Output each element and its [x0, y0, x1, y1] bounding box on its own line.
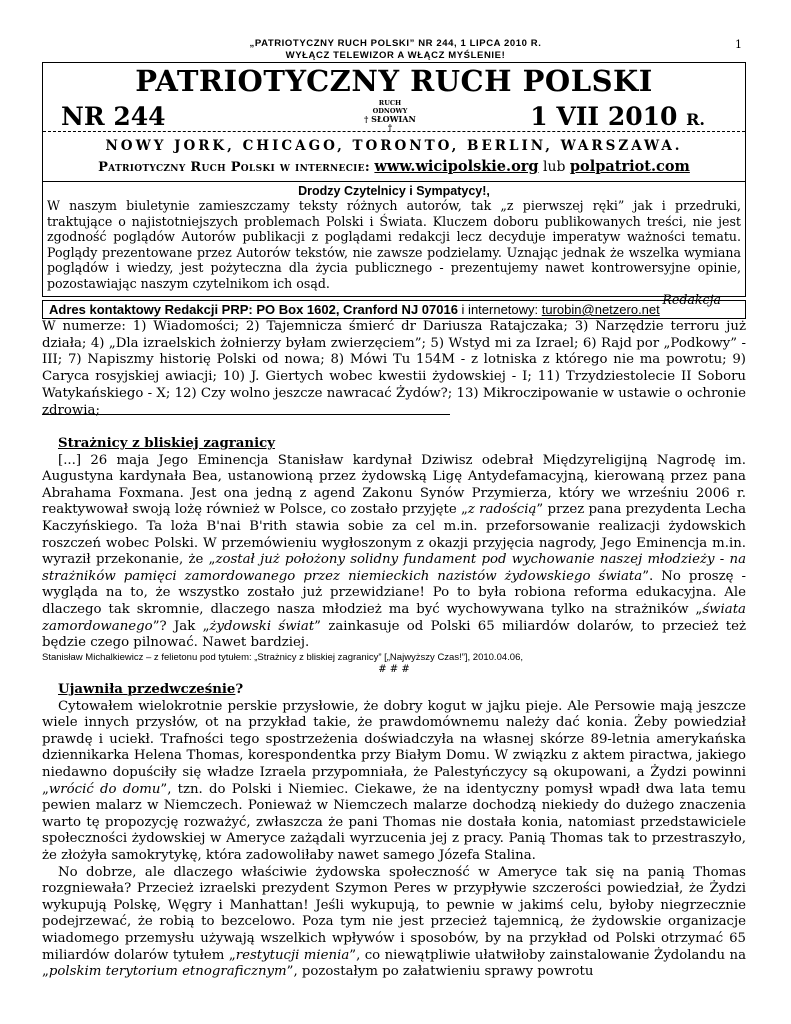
issue-date [530, 102, 705, 131]
article-paragraph: Cytowałem wielokrotnie perskie przysłowie, że dobry kogut w jajku pieje. Ale Persowie mają jeszcze wiele innych przysłów, ot na przykład takie, że prawdomównemu należy dać konia. Żeby powiedział prawdę i uciekł. Trafności tego spostrzeżenia doświadczyła na własnej skórze 89-letnia amerykańska dziennikarka Helena Thomas, korespondentka przy Białym Domu. W związku z aktem piractwa, jakiego niedawno dopuściły się władze Izraela przypomniała, że Palestyńczycy są okupowani, a Żydzi powinni „wrócić do domu”, tzn. do Polski i Niemiec. Ciekawe, że na identyczny pomysł wpadł dwa lata temu pewien malarz w Niemczech. Ponieważ w Niemczech malarze dochodzą niekiedy do dużego znaczenia warto tę propozycję rozważyć, zwłaszcza że pani Thomas nie dostała konia, natomiast przedstawiciele społeczności żydowskiej w Ameryce zażądali wyrzucenia jej z pracy. Panią Thomas tak to przestraszyło, że złożyła samokrytykę, która zadowoliłaby nawet samego Józefa Stalina. [42, 698, 746, 863]
article-straznicy [42, 436, 746, 676]
editorial-notice [42, 181, 746, 307]
article-title: Ujawniła przedwcześnie? [58, 682, 244, 697]
issue-date-main: 1 VII 2010 [530, 102, 678, 131]
notice-heading: Drodzy Czytelnicy i Sympatycy!, [298, 184, 490, 198]
article-ujawnila [42, 682, 746, 981]
contact-mid: i internetowy: [457, 302, 542, 317]
article-source: Stanisław Michalkiewicz – z felietonu pod tytułem: „Strażnicy z bliskiej zagranicy” [„Najwyższy Czas!”], 2010.04.06, [42, 651, 523, 663]
table-of-contents: W numerze: 1) Wiadomości; 2) Tajemnicza śmierć dr Dariusza Ratajczaka; 3) Narzędzie terroru już działa; 4) „Dla izraelskich żołnierzy byłam zwierzęciem”; 5) Wstyd mi za Izrael; 6) Rajd por „Podkowy” - III; 7) Napiszmy historię Polski od nowa; 8) Mówi Tu 154M - z lotniska z którego nie ma powrotu; 9) Caryca rosyjskiej awiacji; 10) J. Giertych wobec kwestii żydowskiej - I; 11) Trzydziestolecie II Soboru Watykańskiego - X; 12) Czy wolno jeszcze nawracać Żydów?; 13) Mikroczipowanie w ustawie o ochronie zdrowia; [42, 319, 746, 418]
logo-text-top: RUCH ODNOWY [372, 99, 408, 115]
web-prefix: Patriotyczny Ruch Polski w internecie: [98, 160, 370, 175]
web-link-wicipolskie[interactable]: www.wicipolskie.org [374, 158, 539, 175]
dashed-divider [43, 131, 745, 132]
notice-signature: Redakcja [662, 291, 721, 307]
web-link-polpatriot[interactable]: polpatriot.com [569, 158, 690, 175]
article-paragraph: [...] 26 maja Jego Eminencja Stanisław kardynał Dziwisz odebrał Międzyreligijną Nagrodę im. Augustyna kardynała Bea, ustanowioną przez żydowską Ligę Antydefamacyjną, kierowaną przez pana Abrahama Foxmana. Jest ona jedną z agend Zakonu Synów Przymierza, który we wrześniu 2006 r. reaktywował swoją lożę również w Polsce, co zostało przyjęte „z radością” przez pana prezydenta Lecha Kaczyńskiego. Ta loża B'nai B'rith stawia sobie za cel m.in. przeforsowanie realizacji żydowskich roszczeń wobec Polski. W przemówieniu wygłoszonym z okazji przyjęcia nagrody, Jego Eminencja m.in. wyraził przekonanie, że „został już położony solidny fundament pod wychowanie naszej młodzieży - na strażników pamięci zamordowanego przez niemieckich nazistów żydowskiego świata”. No proszę - wygląda na to, że wszystko zostało już przewidziane! Po to była robiona reforma edukacyjna. Ale dlaczego tak skromnie, dlaczego nasza młodzież ma być wychowywana tylko na strażników „świata zamordowanego”? Jak „żydowski świat” zainkasuje od Polski 65 miliardów dolarów, to przecież też będzie czego pilnować. Nawet bardziej. [42, 452, 747, 651]
running-header-title: „PATRIOTYCZNY RUCH POLSKI” NR 244, 1 LIPCA 2010 R. [249, 38, 542, 49]
masthead [42, 62, 746, 182]
issue-number: NR 244 [61, 102, 166, 131]
article-title: Strażnicy z bliskiej zagranicy [58, 436, 275, 451]
running-header-slogan: WYŁĄCZ TELEWIZOR A WŁĄCZ MYŚLENIE! [285, 50, 506, 61]
logo-text-bottom: † SŁOWIAN † [364, 114, 416, 132]
contact-address: : PO Box 1602, Cranford NJ 07016 [248, 302, 458, 317]
masthead-title: PATRIOTYCZNY RUCH POLSKI [135, 64, 653, 98]
logo [361, 99, 419, 132]
notice-text: W naszym biuletynie zamieszczamy teksty różnych autorów, tak „z pierwszej ręki” jak i przedruki, traktujące o najistotniejszych problemach Polski i Świata. Kluczem doboru publikowanych treści, nie jest zgodność poglądów Autorów publikacji z poglądami redakcji lecz decyduje imperatyw ważności tematu. Poglądy prezentowane przez Autorów tekstów, nie zawsze podzielamy. Uznając jednak że wszelka wymiana poglądów i wiedzy, jest pożyteczna dla życia publicznego - prezentujemy nawet kontrowersyjne opinie, pozostawiając naszym czytelnikom ich osąd. [47, 198, 741, 291]
issue-date-suffix: R. [686, 110, 705, 129]
section-separator: # # # [378, 663, 410, 675]
contact-box [42, 300, 746, 319]
article-paragraph: No dobrze, ale dlaczego właściwie żydowska społeczność w Ameryce tak się na panią Thomas rozgniewała? Przecież izraelski prezydent Szymon Peres w przypływie szczerości powiedział, że Żydzi wykupują Polskę, Węgry i Manhattan! Jeśli wykupują, to pewnie w jakimś celu, byłoby niegrzecznie podejrzewać, że robią to bezcelowo. Poza tym nie jest przecież tajemnicą, że żydowskie organizacje wiadomego przemysłu używają wszelkich wpływów i sposobów, by na przykład od Polski otrzymać 65 miliardów dolarów tytułem „restytucji mienia”, co niewątpliwie ułatwiłoby zainstalowanie Żydolandu na „polskim terytorium etnograficznym”, pozostałym po załatwieniu sprawy powrotu [42, 864, 746, 980]
contact-label: Adres kontaktowy Redakcji PRP [49, 302, 249, 317]
masthead-web [43, 158, 745, 175]
web-or: lub [542, 159, 566, 175]
contact-email-link[interactable]: turobin@netzero.net [541, 302, 660, 317]
masthead-cities: NOWY JORK, CHICAGO, TORONTO, BERLIN, WARSZAWA. [105, 138, 683, 154]
contents-divider [42, 414, 450, 415]
page-number: 1 [735, 38, 742, 51]
